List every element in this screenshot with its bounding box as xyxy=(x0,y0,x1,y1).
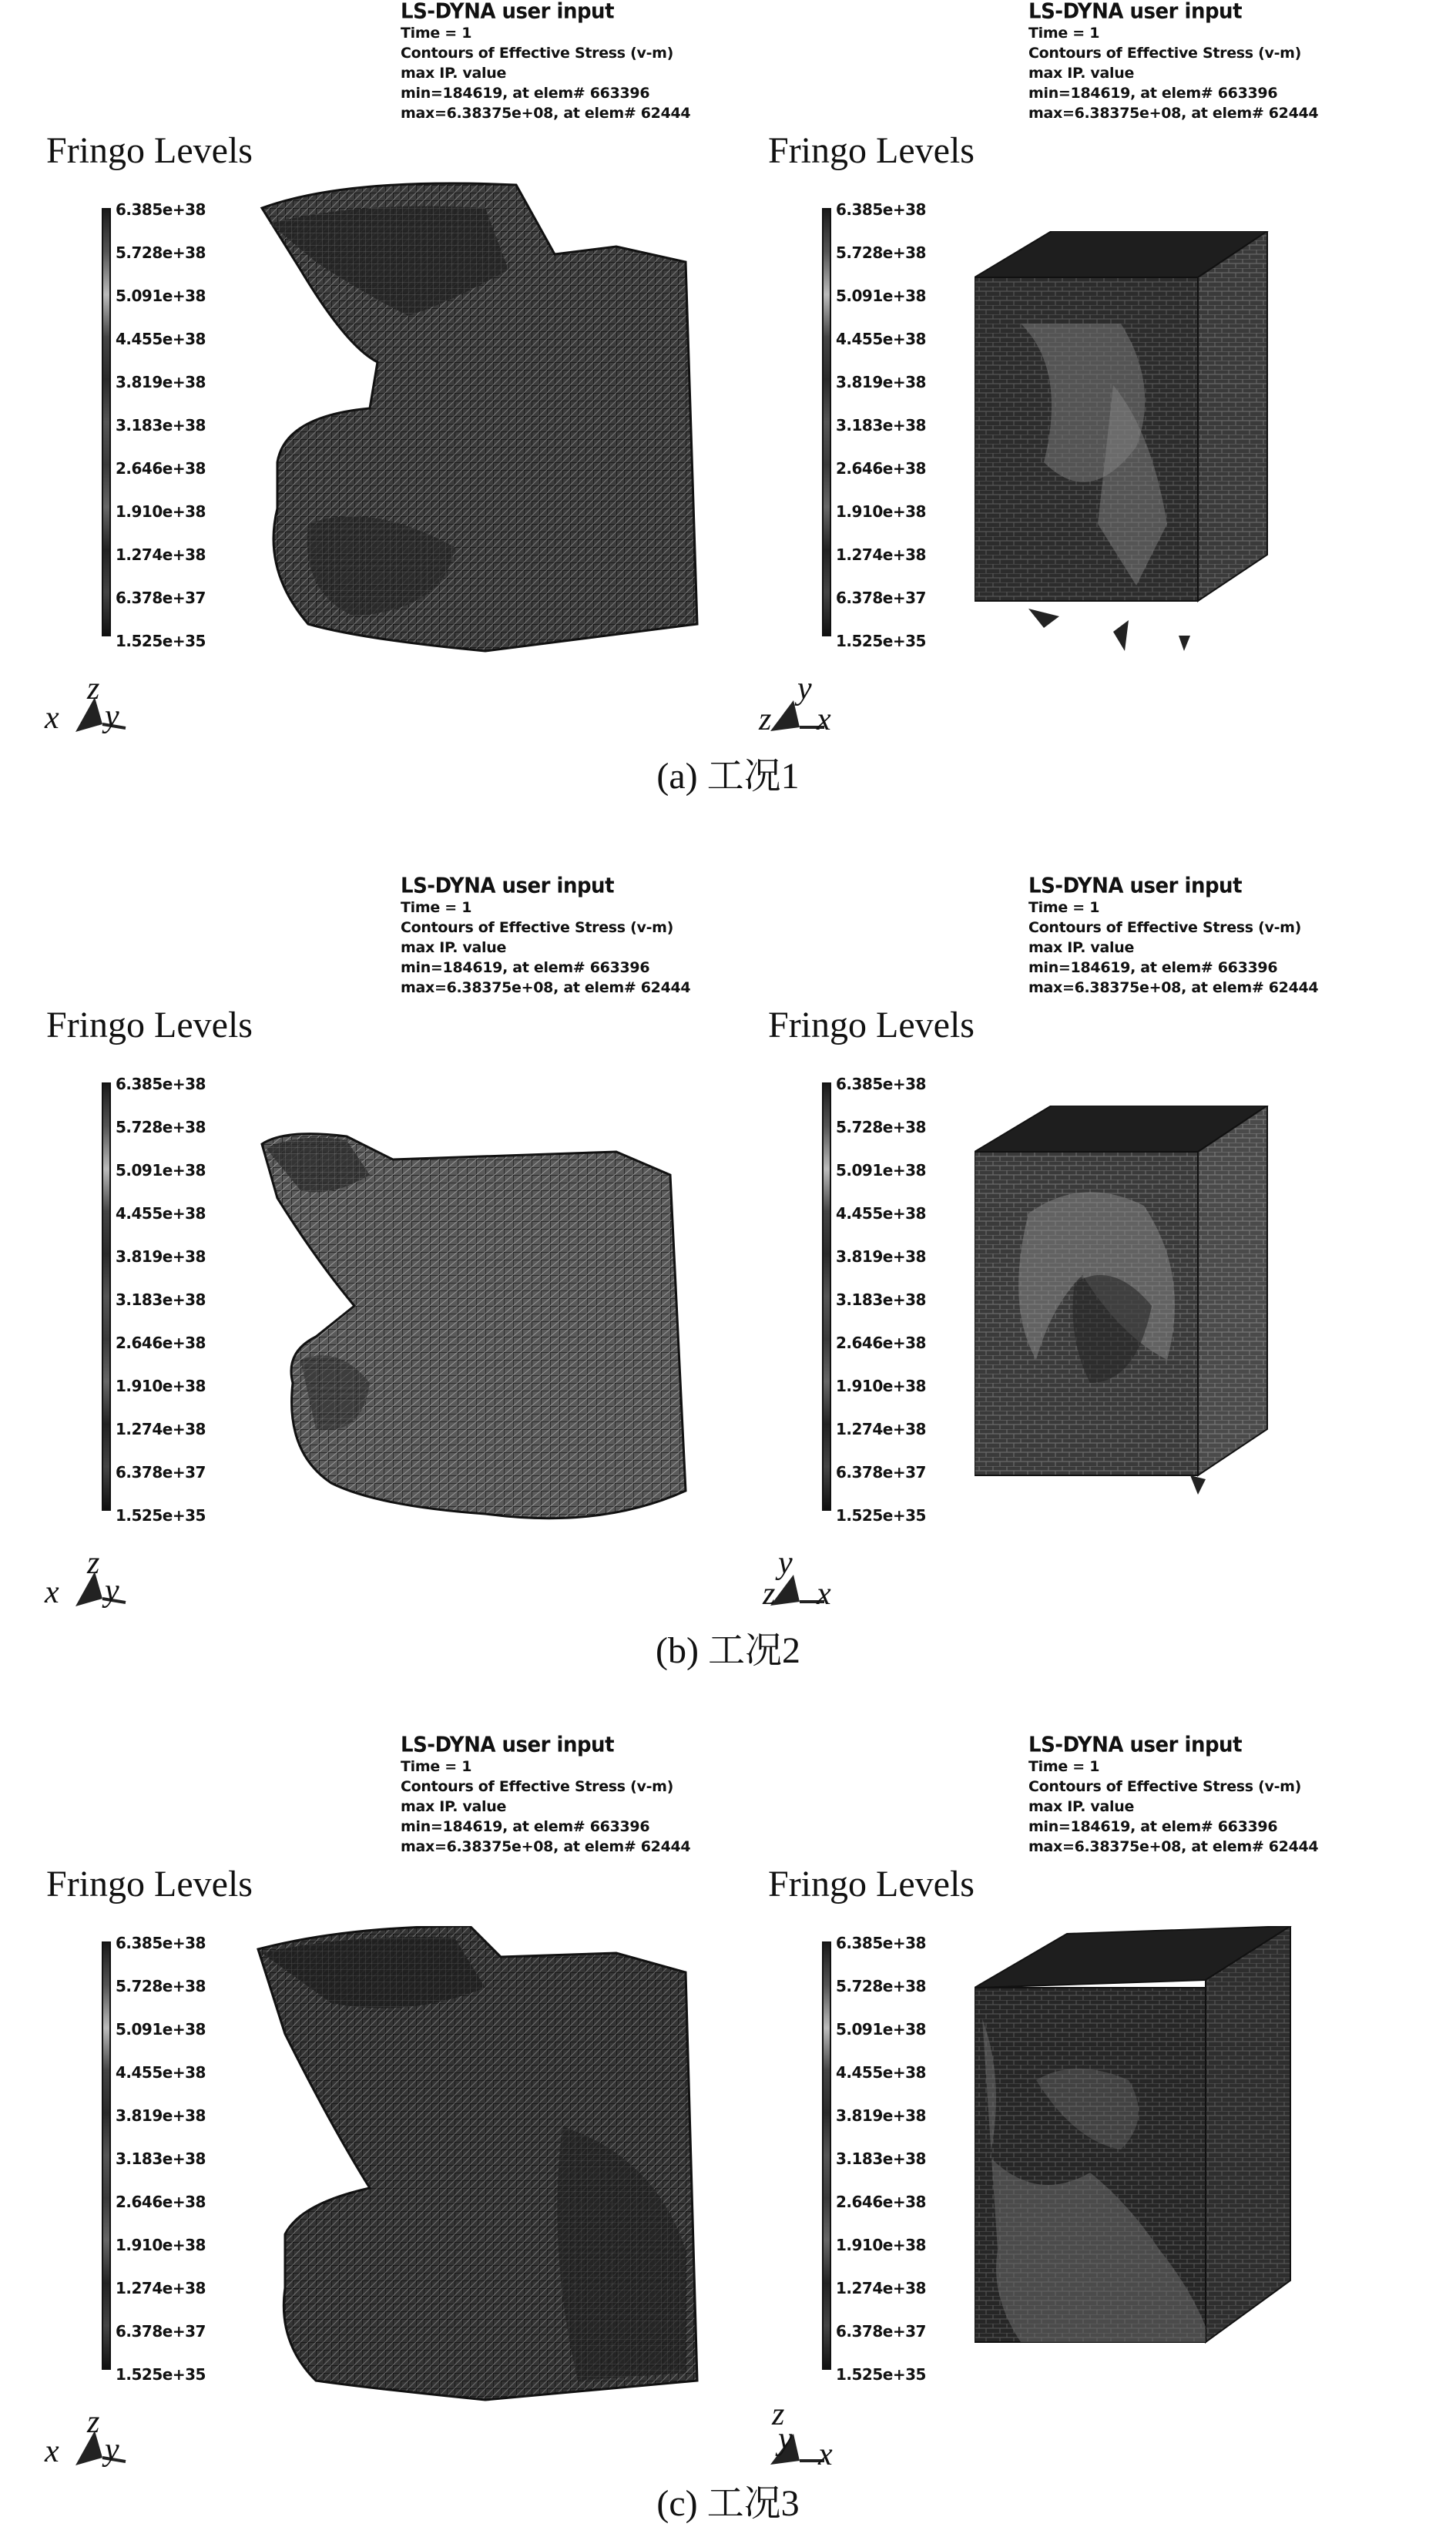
header-max-ip: max IP. value xyxy=(401,65,507,82)
header-title: LS-DYNA user input xyxy=(1028,0,1242,24)
fringe-tick: 5.728e+38 xyxy=(116,1118,206,1136)
section-c xyxy=(0,1733,1456,2523)
header-contours: Contours of Effective Stress (v-m) xyxy=(401,45,674,62)
panel-b-left xyxy=(0,874,728,1668)
header-max-ip: max IP. value xyxy=(1028,65,1135,82)
fringe-tick: 3.183e+38 xyxy=(836,1290,926,1309)
fringe-tick: 6.378e+37 xyxy=(116,1463,206,1482)
fringe-tick: 5.728e+38 xyxy=(116,1977,206,1995)
fringe-tick: 3.183e+38 xyxy=(116,1290,206,1309)
header-time: Time = 1 xyxy=(1028,25,1100,42)
fringe-tick: 5.728e+38 xyxy=(836,1118,926,1136)
axis-label-y: y xyxy=(105,1573,119,1609)
fringe-tick: 1.274e+38 xyxy=(116,1420,206,1438)
fringe-colorbar xyxy=(102,1082,111,1511)
rock-specimen-model xyxy=(254,1926,716,2419)
header-title: LS-DYNA user input xyxy=(401,874,614,898)
rock-specimen-model xyxy=(254,1129,716,1560)
header-min: min=184619, at elem# 663396 xyxy=(1028,85,1278,102)
axis-label-y: y xyxy=(105,2432,119,2468)
fringe-tick: 1.910e+38 xyxy=(116,502,206,521)
fringe-colorbar xyxy=(822,208,831,636)
fringe-title: Fringo Levels xyxy=(768,1864,975,1904)
header-title: LS-DYNA user input xyxy=(1028,1733,1242,1757)
header-title: LS-DYNA user input xyxy=(401,0,614,24)
fringe-colorbar xyxy=(822,1941,831,2370)
fringe-tick: 1.525e+35 xyxy=(836,1506,926,1525)
fringe-tick: 1.910e+38 xyxy=(836,2236,926,2254)
fringe-tick: 2.646e+38 xyxy=(116,459,206,478)
fringe-tick: 2.646e+38 xyxy=(116,2193,206,2211)
axis-triad xyxy=(45,1545,199,1629)
header-max: max=6.38375e+08, at elem# 62444 xyxy=(401,979,691,996)
fringe-tick: 3.183e+38 xyxy=(116,416,206,435)
header-contours: Contours of Effective Stress (v-m) xyxy=(401,1778,674,1795)
fringe-tick-labels xyxy=(116,1934,270,2388)
fringe-tick: 2.646e+38 xyxy=(116,1334,206,1352)
header-time: Time = 1 xyxy=(401,1758,472,1775)
fringe-tick: 6.378e+37 xyxy=(836,2322,926,2341)
fringe-tick: 6.385e+38 xyxy=(116,200,206,219)
fringe-tick: 5.728e+38 xyxy=(116,243,206,262)
fringe-tick: 5.091e+38 xyxy=(836,1161,926,1180)
caption-b: (b) 工况2 xyxy=(656,1630,800,1671)
fringe-title: Fringo Levels xyxy=(768,130,975,171)
fringe-tick: 6.385e+38 xyxy=(836,1075,926,1093)
panel-header xyxy=(401,0,770,123)
axis-label-y: y xyxy=(778,2421,793,2457)
fringe-colorbar xyxy=(102,1941,111,2370)
fringe-tick: 3.819e+38 xyxy=(836,2106,926,2125)
fringe-title: Fringo Levels xyxy=(46,1864,253,1904)
fringe-tick: 4.455e+38 xyxy=(116,2063,206,2082)
axis-triad xyxy=(755,1545,909,1629)
fringe-tick: 1.525e+35 xyxy=(116,1506,206,1525)
fringe-tick: 2.646e+38 xyxy=(836,2193,926,2211)
fringe-tick: 5.091e+38 xyxy=(116,2020,206,2039)
header-max-ip: max IP. value xyxy=(401,1798,507,1815)
panel-header xyxy=(401,874,770,998)
axis-label-z: z xyxy=(759,702,772,737)
section-b xyxy=(0,874,1456,1699)
panel-c-right xyxy=(728,1733,1456,2527)
panel-header xyxy=(1028,1733,1398,1857)
fringe-tick: 4.455e+38 xyxy=(836,330,926,348)
fringe-title: Fringo Levels xyxy=(46,130,253,171)
fringe-tick-labels xyxy=(836,1075,990,1529)
fringe-tick: 6.378e+37 xyxy=(116,2322,206,2341)
fringe-tick: 3.819e+38 xyxy=(116,1247,206,1266)
header-contours: Contours of Effective Stress (v-m) xyxy=(401,919,674,936)
header-min: min=184619, at elem# 663396 xyxy=(1028,1818,1278,1835)
axis-label-z: z xyxy=(87,2405,100,2440)
axis-label-z: z xyxy=(772,2397,785,2432)
axis-triad xyxy=(755,670,909,755)
fringe-tick: 2.646e+38 xyxy=(836,459,926,478)
fringe-tick: 4.455e+38 xyxy=(116,1204,206,1223)
fringe-tick: 3.819e+38 xyxy=(116,2106,206,2125)
fringe-tick: 5.091e+38 xyxy=(116,1161,206,1180)
fringe-colorbar xyxy=(822,1082,831,1511)
fringe-tick: 1.274e+38 xyxy=(116,2279,206,2297)
fringe-tick: 6.385e+38 xyxy=(836,1934,926,1952)
axis-triad xyxy=(45,670,199,755)
fringe-title: Fringo Levels xyxy=(768,1005,975,1045)
rock-cube-model xyxy=(975,1926,1406,2388)
fringe-tick: 3.819e+38 xyxy=(836,373,926,391)
axis-label-x: x xyxy=(45,1575,59,1610)
axis-label-y: y xyxy=(778,1545,793,1581)
axis-label-z: z xyxy=(763,1576,776,1612)
axis-label-x: x xyxy=(818,2437,833,2472)
fringe-title: Fringo Levels xyxy=(46,1005,253,1045)
header-max: max=6.38375e+08, at elem# 62444 xyxy=(401,1838,691,1855)
axis-label-z: z xyxy=(87,671,100,706)
header-max: max=6.38375e+08, at elem# 62444 xyxy=(401,105,691,122)
header-title: LS-DYNA user input xyxy=(1028,874,1242,898)
fringe-tick-labels xyxy=(116,200,270,655)
header-max-ip: max IP. value xyxy=(1028,939,1135,956)
fringe-tick: 4.455e+38 xyxy=(836,1204,926,1223)
fringe-colorbar xyxy=(102,208,111,636)
header-time: Time = 1 xyxy=(1028,1758,1100,1775)
fringe-tick: 3.819e+38 xyxy=(116,373,206,391)
header-max: max=6.38375e+08, at elem# 62444 xyxy=(1028,979,1319,996)
fringe-tick: 1.274e+38 xyxy=(116,545,206,564)
header-min: min=184619, at elem# 663396 xyxy=(401,959,650,976)
caption-c: (c) 工况3 xyxy=(656,2483,800,2524)
header-min: min=184619, at elem# 663396 xyxy=(1028,959,1278,976)
header-time: Time = 1 xyxy=(401,899,472,916)
fringe-tick: 2.646e+38 xyxy=(836,1334,926,1352)
fringe-tick: 1.525e+35 xyxy=(116,632,206,650)
fringe-tick-labels xyxy=(836,1934,990,2388)
fringe-tick: 1.274e+38 xyxy=(836,545,926,564)
fringe-tick: 1.910e+38 xyxy=(836,502,926,521)
fringe-tick: 5.091e+38 xyxy=(836,2020,926,2039)
header-contours: Contours of Effective Stress (v-m) xyxy=(1028,1778,1302,1795)
caption-a: (a) 工况1 xyxy=(656,756,800,797)
fringe-tick-labels xyxy=(836,200,990,655)
axis-label-y: y xyxy=(797,671,812,706)
axis-label-x: x xyxy=(45,700,59,736)
fringe-tick: 1.910e+38 xyxy=(116,1377,206,1395)
axis-label-x: x xyxy=(45,2434,59,2469)
fringe-tick: 1.525e+35 xyxy=(836,2365,926,2384)
panel-header xyxy=(1028,874,1398,998)
header-min: min=184619, at elem# 663396 xyxy=(401,85,650,102)
header-max-ip: max IP. value xyxy=(401,939,507,956)
fringe-tick: 5.728e+38 xyxy=(836,243,926,262)
axis-label-x: x xyxy=(817,1576,831,1612)
panel-a-left xyxy=(0,0,728,794)
fringe-tick: 1.525e+35 xyxy=(116,2365,206,2384)
fringe-tick: 3.819e+38 xyxy=(836,1247,926,1266)
rock-cube-model xyxy=(975,231,1406,663)
fringe-tick: 3.183e+38 xyxy=(116,2149,206,2168)
rock-cube-model xyxy=(975,1106,1406,1537)
fringe-tick: 1.274e+38 xyxy=(836,2279,926,2297)
axis-label-y: y xyxy=(105,699,119,734)
fringe-tick: 4.455e+38 xyxy=(836,2063,926,2082)
header-min: min=184619, at elem# 663396 xyxy=(401,1818,650,1835)
fringe-tick: 3.183e+38 xyxy=(836,416,926,435)
fringe-tick: 6.385e+38 xyxy=(116,1934,206,1952)
section-a xyxy=(0,0,1456,824)
axis-label-z: z xyxy=(87,1545,100,1581)
fringe-tick: 1.525e+35 xyxy=(836,632,926,650)
header-time: Time = 1 xyxy=(401,25,472,42)
fringe-tick: 1.274e+38 xyxy=(836,1420,926,1438)
header-max-ip: max IP. value xyxy=(1028,1798,1135,1815)
fringe-tick: 6.385e+38 xyxy=(116,1075,206,1093)
fringe-tick: 5.091e+38 xyxy=(116,287,206,305)
fringe-tick: 6.385e+38 xyxy=(836,200,926,219)
header-contours: Contours of Effective Stress (v-m) xyxy=(1028,919,1302,936)
header-contours: Contours of Effective Stress (v-m) xyxy=(1028,45,1302,62)
panel-c-left xyxy=(0,1733,728,2527)
fringe-tick: 4.455e+38 xyxy=(116,330,206,348)
fringe-tick: 1.910e+38 xyxy=(836,1377,926,1395)
panel-header xyxy=(401,1733,770,1857)
panel-a-right xyxy=(728,0,1456,794)
header-max: max=6.38375e+08, at elem# 62444 xyxy=(1028,105,1319,122)
header-max: max=6.38375e+08, at elem# 62444 xyxy=(1028,1838,1319,1855)
fringe-tick: 6.378e+37 xyxy=(836,1463,926,1482)
header-title: LS-DYNA user input xyxy=(401,1733,614,1757)
fringe-tick: 5.091e+38 xyxy=(836,287,926,305)
fringe-tick-labels xyxy=(116,1075,270,1529)
fringe-tick: 3.183e+38 xyxy=(836,2149,926,2168)
axis-label-x: x xyxy=(817,702,831,737)
panel-header xyxy=(1028,0,1398,123)
rock-specimen-model xyxy=(254,177,716,670)
fringe-tick: 6.378e+37 xyxy=(836,589,926,607)
fringe-tick: 6.378e+37 xyxy=(116,589,206,607)
header-time: Time = 1 xyxy=(1028,899,1100,916)
fringe-tick: 5.728e+38 xyxy=(836,1977,926,1995)
fringe-tick: 1.910e+38 xyxy=(116,2236,206,2254)
panel-b-right xyxy=(728,874,1456,1668)
